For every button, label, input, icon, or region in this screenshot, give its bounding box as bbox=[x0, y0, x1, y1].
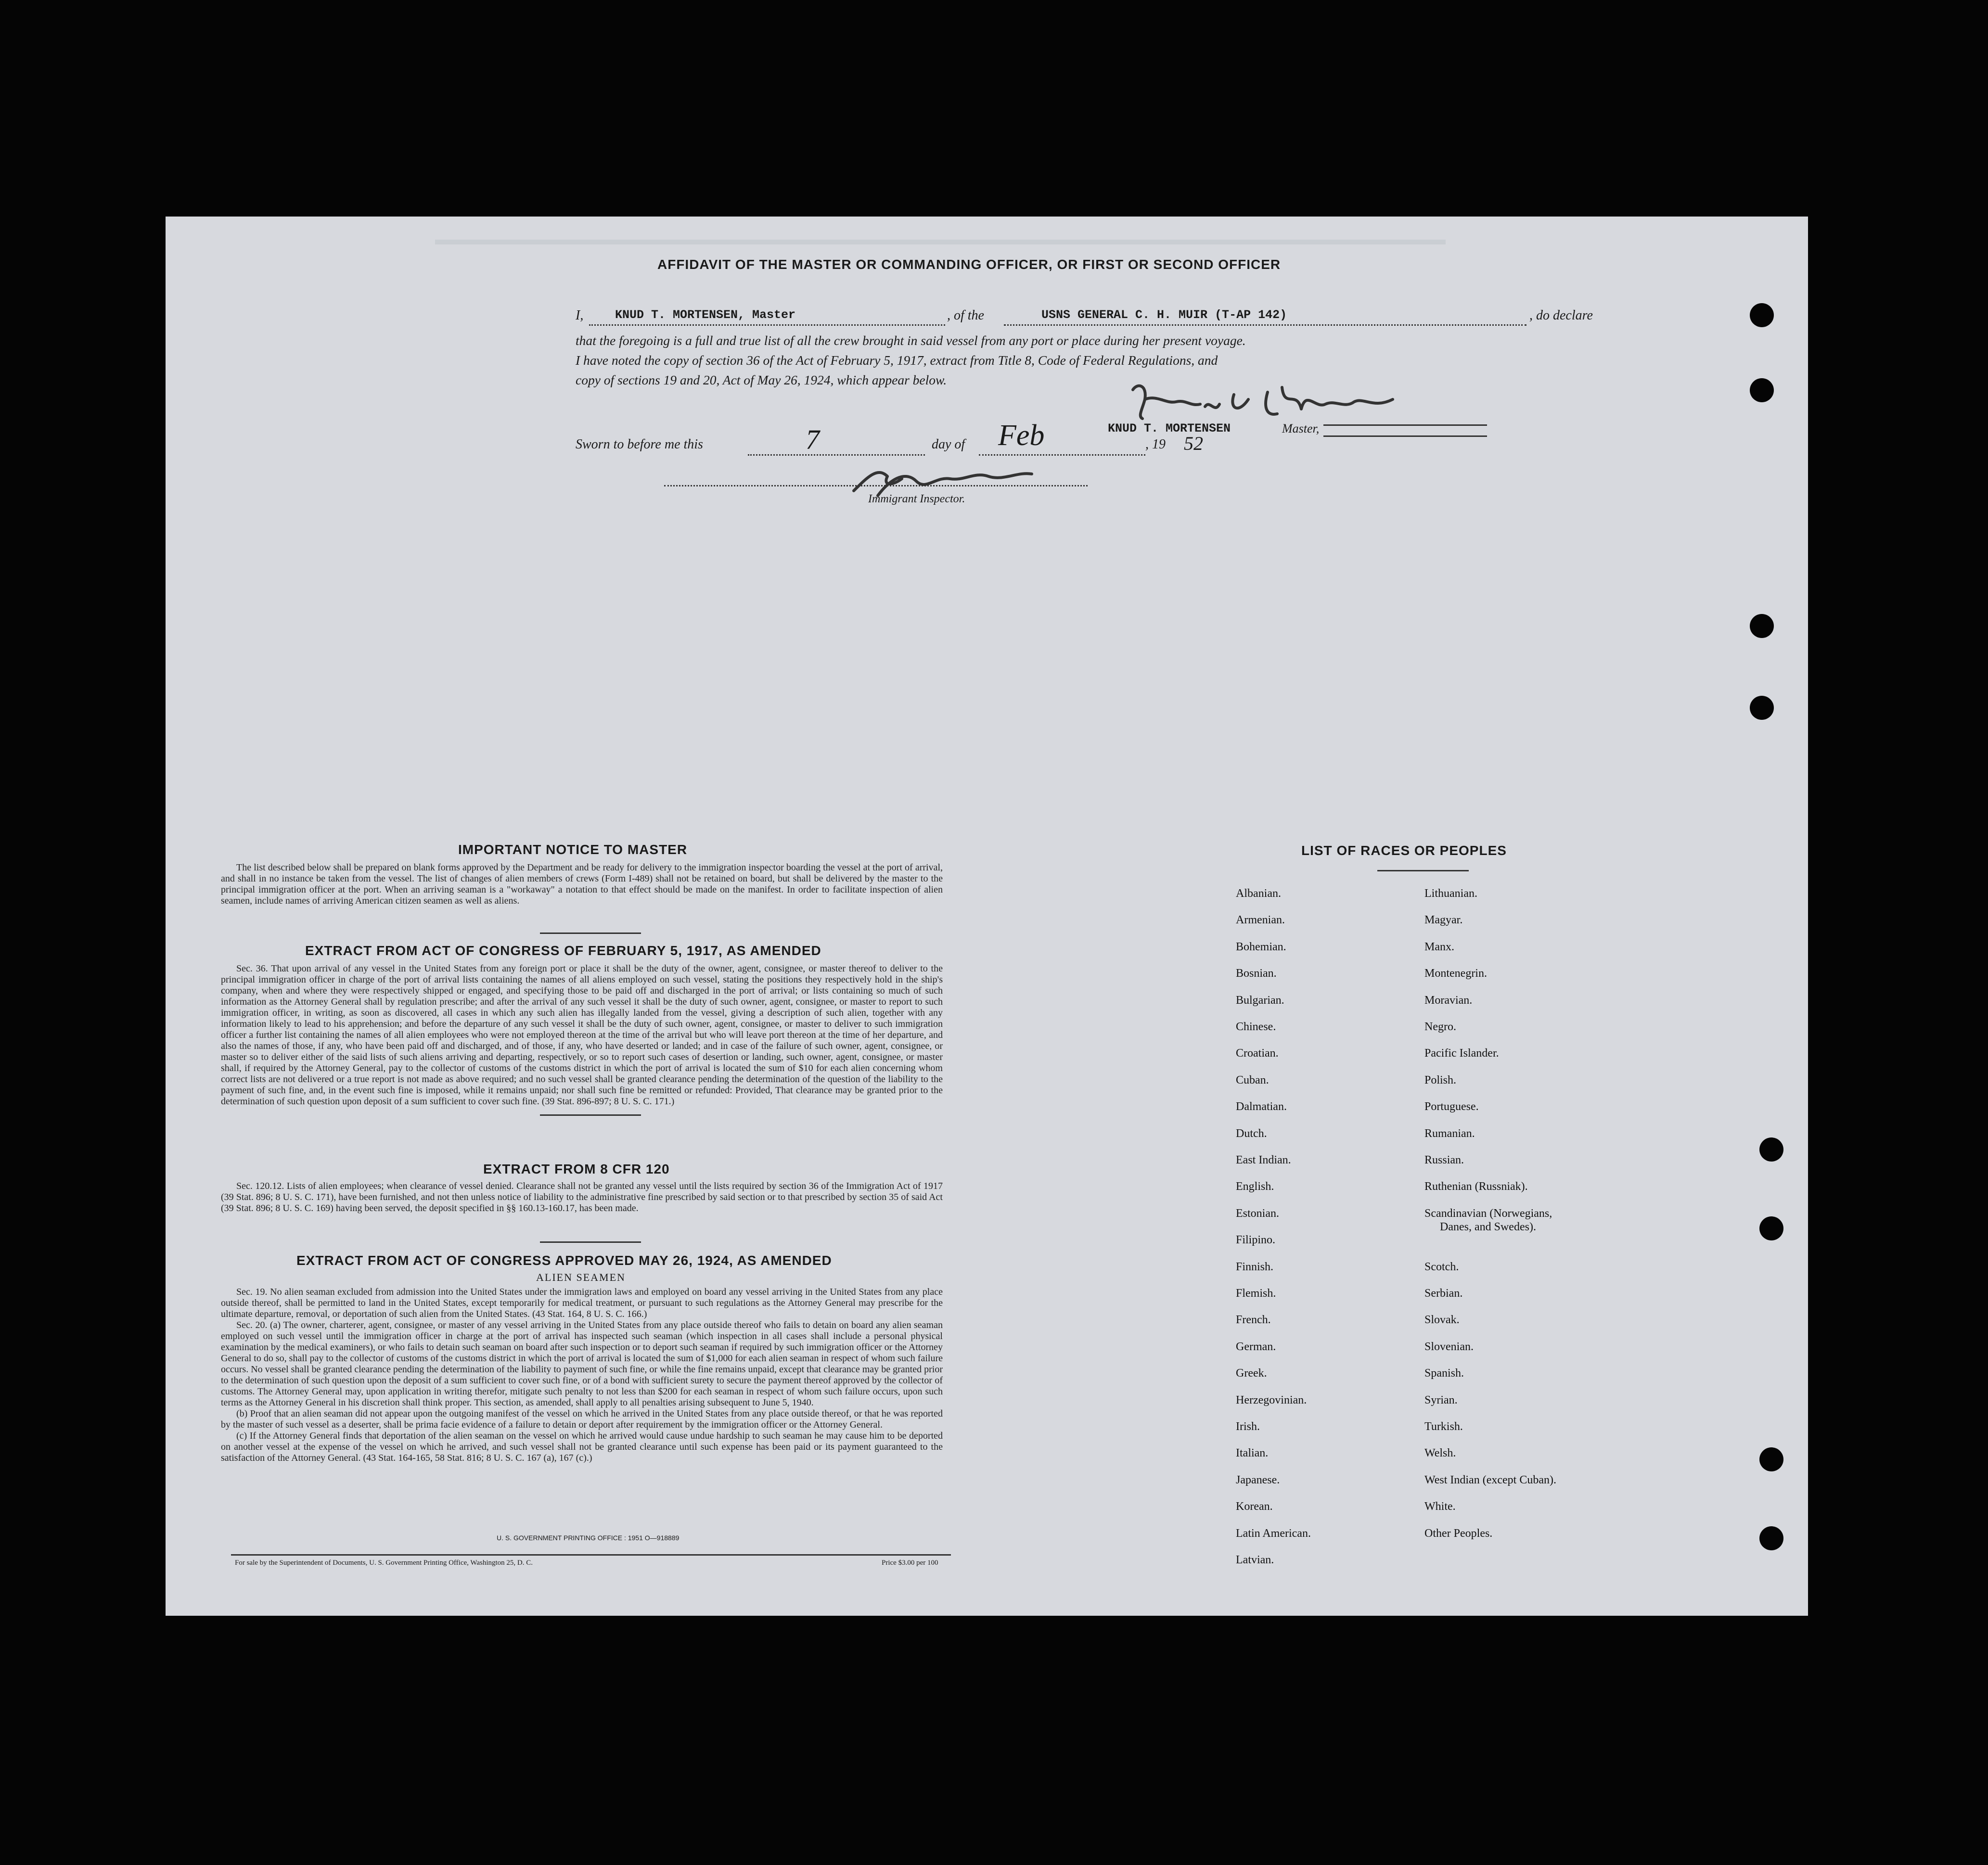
extract-1917-divider bbox=[540, 1114, 641, 1116]
race-item: Turkish. bbox=[1424, 1420, 1463, 1433]
price-note: Price $3.00 per 100 bbox=[882, 1559, 938, 1567]
race-item: Welsh. bbox=[1424, 1447, 1456, 1460]
race-item: Japanese. bbox=[1236, 1473, 1280, 1486]
race-item: Polish. bbox=[1424, 1073, 1457, 1086]
race-item: Rumanian. bbox=[1424, 1127, 1475, 1140]
race-item: Serbian. bbox=[1424, 1287, 1463, 1300]
punch-hole bbox=[1759, 1447, 1783, 1471]
master-name: KNUD T. MORTENSEN, Master bbox=[615, 308, 796, 322]
race-item: Pacific Islander. bbox=[1424, 1047, 1499, 1060]
punch-hole bbox=[1750, 303, 1774, 327]
declaration-line-3: I have noted the copy of section 36 of the Act of February 5, 1917, extract from Title 8, Code of Federal Regulations, and bbox=[576, 353, 1218, 368]
form-sheet bbox=[166, 217, 1808, 1616]
punch-hole bbox=[1759, 1216, 1783, 1240]
printing-office-note: U. S. GOVERNMENT PRINTING OFFICE : 1951 O—918889 bbox=[497, 1534, 680, 1542]
race-item: German. bbox=[1236, 1340, 1276, 1353]
race-item: Negro. bbox=[1424, 1021, 1456, 1033]
signer-typed-name: KNUD T. MORTENSEN bbox=[1108, 422, 1231, 435]
declaration-line-4: copy of sections 19 and 20, Act of May 26, 1924, which appear below. bbox=[576, 372, 947, 387]
race-item: Syrian. bbox=[1424, 1393, 1458, 1406]
race-item: Slovak. bbox=[1424, 1314, 1460, 1327]
extract-1924-body bbox=[221, 1287, 943, 1464]
race-item: Russian. bbox=[1424, 1154, 1464, 1166]
extract-cfr-title: EXTRACT FROM 8 CFR 120 bbox=[483, 1162, 670, 1176]
extract-1924-title: EXTRACT FROM ACT OF CONGRESS APPROVED MAY 26, 1924, AS AMENDED bbox=[296, 1253, 832, 1268]
race-item: Danes, and Swedes). bbox=[1440, 1220, 1536, 1233]
sec-19-text: Sec. 19. No alien seaman excluded from admission into the United States under the immigration laws and employed on board any vessel arriving in the United States from any place outside thereof, shall be permitted to land in the United States, except temporarily for medical treatment, or pursuant to such regulations as the Attorney General may prescribe for the ultimate departure, removal, or deportation of such alien from the United States. (43 Stat. 164, 8 U. S. C. 166.) bbox=[221, 1287, 943, 1319]
races-title: LIST OF RACES OR PEOPLES bbox=[1301, 843, 1507, 858]
notice-divider bbox=[540, 932, 641, 934]
sec-20c-text: (c) If the Attorney General finds that deportation of the alien seaman on the vessel on which he arrived would cause undue hardship to such seaman he may cause him to be deported on another vessel at the expense of the vessel on which he arrived, and such vessel shall not be granted clearance until such expense has been paid or its payment guaranteed to the satisfaction of the Attorney General. (43 Stat. 164-165, 58 Stat. 816; 8 U. S. C. 167 (a), 167 (c).) bbox=[221, 1431, 943, 1463]
race-item: Armenian. bbox=[1236, 914, 1285, 927]
race-item: Croatian. bbox=[1236, 1047, 1279, 1060]
race-item: White. bbox=[1424, 1500, 1456, 1513]
notice-title: IMPORTANT NOTICE TO MASTER bbox=[458, 842, 688, 857]
alien-seamen-subtitle: ALIEN SEAMEN bbox=[536, 1271, 626, 1283]
race-item: Bulgarian. bbox=[1236, 994, 1284, 1007]
race-item: Ruthenian (Russniak). bbox=[1424, 1180, 1528, 1193]
sec-120-12-text: Sec. 120.12. Lists of alien employees; when clearance of vessel denied. Clearance shall not be granted any vessel until the lists required by section 36 of the Immigration Act of 1917 (39 Stat. 896; 8 U. S. C. 171), have been furnished, and not then unless notice of liability to the administrative fine prescribed by said section or to that prescribed by section 35 of said Act (39 Stat. 896; 8 U. S. C. 169) having been served, the deposit specified in §§ 160.13-160.17, has been made. bbox=[221, 1181, 943, 1214]
race-item: Chinese. bbox=[1236, 1021, 1276, 1033]
sec-36-text: Sec. 36. That upon arrival of any vessel in the United States from any foreign port or place it shall be the duty of the owner, agent, consignee, or master thereof to deliver to the principal immigration officer in charge of the port of arrival lists containing the names of all aliens employed on such vessel, stating the positions they respectively hold in the ship's company, when and where they were respectively shipped or engaged, and specifying those to be paid off and discharged in the port of arrival; or lists containing so much of such information as the Attorney General shall by regulation prescribe; and after the arrival of any such vessel it shall be the duty of such owner, agent, consignee, or master to report to such immigration officer, in writing, as soon as discovered, all cases in which any such alien has illegally landed from the vessel, giving a description of such alien, together with any information likely to lead to his apprehension; and before the departure of any such vessel it shall be the duty of such owner, agent, consignee, or master to deliver to such immigration officer a further list containing the names of all alien employees who were not employed thereon at the time of the arrival but who will leave port thereon at the time of her departure, and also the names of those, if any, who have been paid off and discharged, and of those, if any, who have deserted or landed; and in case of the failure of such owner, agent, consignee, or master so to deliver either of the said lists of such aliens arriving and departing, respectively, or so to report such cases of desertion or landing, such owner, agent, consignee, or master shall, if required by the Attorney General, pay to the collector of customs of the customs district in which the port of arrival is located the sum of $10 for each alien concerning whom correct lists are not delivered or a true report is not made as above required; and no such vessel shall be granted clearance pending the determination of the question of the liability to the payment of such fine, and, in the event such fine is imposed, while it remains unpaid; nor shall such fine be remitted or refunded: Provided, That clearance may be granted prior to the determination of such question upon deposit of a sum sufficient to cover such fine. (39 Stat. 896-897; 8 U. S. C. 171.) bbox=[221, 963, 943, 1107]
master-signature bbox=[1123, 380, 1402, 423]
race-item: Moravian. bbox=[1424, 994, 1473, 1007]
races-divider bbox=[1377, 870, 1469, 871]
race-item: Montenegrin. bbox=[1424, 967, 1487, 980]
extract-1917-body bbox=[221, 963, 943, 1107]
race-item: Flemish. bbox=[1236, 1287, 1276, 1300]
punch-hole bbox=[1750, 696, 1774, 720]
bleed-through bbox=[435, 240, 1446, 259]
punch-hole bbox=[1750, 378, 1774, 402]
race-item: Dalmatian. bbox=[1236, 1100, 1287, 1113]
struck-out-officer-titles bbox=[1323, 424, 1487, 437]
punch-hole bbox=[1759, 1526, 1783, 1550]
for-sale-note: For sale by the Superintendent of Documents, U. S. Government Printing Office, Washington 25, D. C. bbox=[235, 1559, 533, 1567]
race-item: English. bbox=[1236, 1180, 1274, 1193]
vessel-name: USNS GENERAL C. H. MUIR (T-AP 142) bbox=[1041, 308, 1287, 322]
race-item: East Indian. bbox=[1236, 1154, 1291, 1166]
sec-20a-text: Sec. 20. (a) The owner, charterer, agent, consignee, or master of any vessel arriving in the United States from any place outside thereof who fails to detain on board any alien seaman employed on such vessel until the immigration officer in charge at the port of arrival has inspected such seaman (which inspection in all cases shall include a personal physical examination by the medical examiners), or who fails to detain such seaman on board after such inspection or to deport such seaman if required by such immigration officer or the Attorney General to do so, shall pay to the collector of customs of the customs district in which the port of arrival is located the sum of $1,000 for each alien seaman in respect of whom such failure occurs. No vessel shall be granted clearance pending the determination of the liability to payment of such fine, or while the fine remains unpaid, except that clearance may be granted prior to the determination of such question upon the deposit of a sum sufficient to cover such fine, or of a bond with sufficient surety to secure the payment thereof approved by the collector of customs. The Attorney General may, upon application in writing therefor, mitigate such penalty to not less than $200 for each seaman in respect of whom such failure occurs, upon such terms as the Attorney General in his discretion shall think proper. This section, as amended, shall apply to all penalties arising subsequent to June 5, 1940. bbox=[221, 1320, 943, 1408]
sec-20b-text: (b) Proof that an alien seaman did not appear upon the outgoing manifest of the vessel on which he arrived in the United States from any place outside thereof, or that he was reported by the master of such vessel as a deserter, shall be prima facie evidence of a failure to detain or deport after requirement by the immigration officer or the Attorney General. bbox=[221, 1408, 943, 1430]
race-item: West Indian (except Cuban). bbox=[1424, 1473, 1556, 1486]
sworn-year: 52 bbox=[1184, 433, 1203, 454]
punch-hole bbox=[1759, 1137, 1783, 1162]
race-item: Estonian. bbox=[1236, 1207, 1279, 1220]
race-item: Irish. bbox=[1236, 1420, 1260, 1433]
race-item: Bohemian. bbox=[1236, 940, 1286, 953]
master-name-line bbox=[589, 308, 945, 326]
race-item: Filipino. bbox=[1236, 1234, 1276, 1247]
extract-1917-title: EXTRACT FROM ACT OF CONGRESS OF FEBRUARY 5, 1917, AS AMENDED bbox=[305, 943, 821, 958]
race-item: Dutch. bbox=[1236, 1127, 1267, 1140]
day-of-label: day of bbox=[932, 437, 965, 452]
race-item: Greek. bbox=[1236, 1367, 1267, 1380]
race-item: Finnish. bbox=[1236, 1260, 1274, 1273]
race-item: Scotch. bbox=[1424, 1260, 1459, 1273]
race-item: Scandinavian (Norwegians, bbox=[1424, 1207, 1552, 1220]
sworn-label: Sworn to before me this bbox=[576, 437, 703, 452]
punch-hole bbox=[1750, 614, 1774, 638]
race-item: Albanian. bbox=[1236, 887, 1281, 900]
race-item: Latvian. bbox=[1236, 1554, 1274, 1566]
sworn-month: Feb bbox=[998, 419, 1045, 452]
notice-text: The list described below shall be prepared on blank forms approved by the Department and be ready for delivery to the immigration inspector boarding the vessel at the port of arrival, and shall in no instance be taken from the vessel. The list of changes of alien members of crews (Form I-489) shall not be retained on board, but shall be delivered by the master to the principal immigration officer at the port. When an arriving seaman is a "workaway" a notation to that effect should be made on the manifest. In order to facilitate inspection of alien seamen, include names of arriving American citizen seamen as well as aliens. bbox=[221, 862, 943, 906]
race-item: Bosnian. bbox=[1236, 967, 1277, 980]
race-item: Portuguese. bbox=[1424, 1100, 1479, 1113]
of-the-label: , of the bbox=[947, 308, 984, 323]
race-item: Manx. bbox=[1424, 940, 1454, 953]
footer-rule bbox=[231, 1554, 951, 1556]
signer-role: Master, bbox=[1282, 422, 1320, 435]
race-item: Latin American. bbox=[1236, 1527, 1311, 1540]
race-item: Slovenian. bbox=[1424, 1340, 1474, 1353]
race-item: Italian. bbox=[1236, 1447, 1269, 1460]
race-item: Cuban. bbox=[1236, 1073, 1269, 1086]
declaration-line-2: that the foregoing is a full and true list of all the crew brought in said vessel from any port or place during her present voyage. bbox=[576, 333, 1246, 348]
extract-cfr-divider bbox=[540, 1241, 641, 1243]
do-declare-label: , do declare bbox=[1529, 308, 1593, 323]
race-item: Lithuanian. bbox=[1424, 887, 1477, 900]
sworn-day: 7 bbox=[806, 424, 820, 455]
notice-body bbox=[221, 862, 943, 907]
i-label: I, bbox=[576, 308, 584, 323]
sworn-month-line bbox=[979, 419, 1145, 456]
race-item: Herzegovinian. bbox=[1236, 1393, 1307, 1406]
race-item: French. bbox=[1236, 1314, 1271, 1327]
year-prefix: , 19 bbox=[1145, 437, 1166, 452]
race-item: Other Peoples. bbox=[1424, 1527, 1493, 1540]
vessel-name-line bbox=[1004, 308, 1526, 326]
race-item: Magyar. bbox=[1424, 914, 1463, 927]
extract-cfr-body bbox=[221, 1181, 943, 1214]
race-item: Korean. bbox=[1236, 1500, 1273, 1513]
race-item: Spanish. bbox=[1424, 1367, 1464, 1380]
affidavit-title: AFFIDAVIT OF THE MASTER OR COMMANDING OFFICER, OR FIRST OR SECOND OFFICER bbox=[657, 257, 1281, 272]
inspector-label: Immigrant Inspector. bbox=[868, 493, 965, 505]
sworn-day-line bbox=[748, 424, 925, 456]
